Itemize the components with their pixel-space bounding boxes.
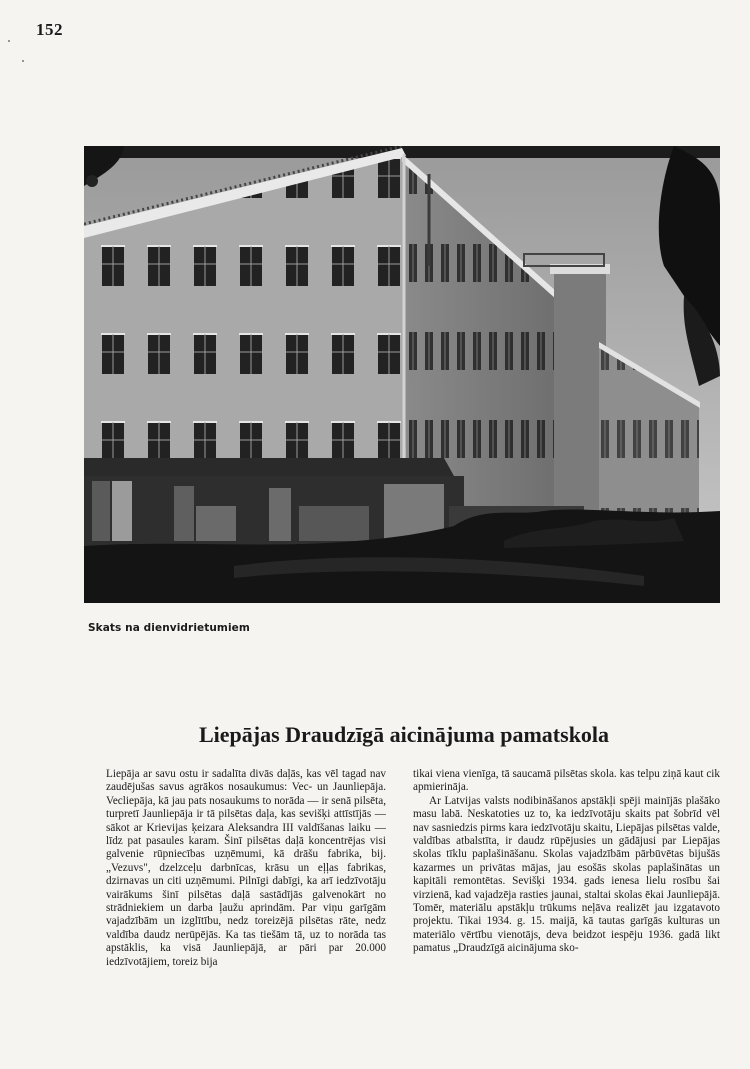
print-speck [8,40,10,42]
column-right [413,768,720,956]
article-title: Liepājas Draudzīgā aicinājuma pamatskola [198,722,610,747]
print-speck [22,60,24,62]
paragraph: Liepāja ar savu ostu ir sadalīta divās daļās, kas vēl tagad nav zaudējušas savus agrākos nosaukumus: Vec- un Jaunliepāja. Vecliepāja, kā jau pats nosaukums to norāda — ir senā pilsēta, turpretī Jaunliepāja ir tā pilsētas daļa, kas sevišķi attīstījās — sākot ar Krievijas ķeizara Aleksandra III valdīšanas laiku — līdz pat pasaules karam. Šinī pilsētas daļā koncentrējas visi galvenie rūpniecības uzņēmumi, kā drāšu fabrika, bij. „Vezuvs", dzelzceļu darbnīcas, krāsu un eļļas fabrikas, dzirnavas un citi uzņēmumi. Pilnīgi dabīgi, ka arī iedzīvotāju vairākums šinī pilsētas daļā sastādījās galvenokārt no strādniekiem un darba ļaužu aprindām. Par viņu garīgām vajadzībām un izglītību, nedz toreizējā pilsētas rāte, nedz valdība daudz nerūpējās. Ka tas tiešām tā, uz to norāda tas apstāklis, ka visā Jaunliepājā, ar pāri par 20.000 iedzīvotājiem, toreiz bija [106,768,386,968]
paragraph: Ar Latvijas valsts nodibināšanos apstākļi spēji mainījās plašāko masu labā. Neskatoties uz to, ka iedzīvotāju skaits pat šobrīd vēl nav sasniedzis pirms kara iedzīvotāju skaitu, Liepājas pilsētas valde, valdības atbalstīta, ir daudz rūpējusies un gādājusi par Liepājas skolas tīklu paplašināšanu. Skolas vajadzībām pārbūvētas bijušās kazarmes un privātas mājas, jau esošās skolas paplašinātas un kapitāli remontētas. Sevišķi 1934. gads ienesa lielu rosību šai virzienā, kad vajadzēja rasties jaunai, staltai skolas ēkai Jaunliepājā. Tomēr, materiālu apstākļu trūkums neļāva realizēt jau izgatavoto projektu. Tikai 1934. g. 15. maijā, kā tautas garīgās kulturas un materiālo vērtību vienotājs, deva beidzot iespēju 1936. gadā likt pamatus „Draudzīgā aicinājuma sko- [413,794,720,955]
page-number: 152 [36,20,63,39]
column-left [106,768,386,969]
figure-caption: Skats na dienvidrietumiem [88,622,250,634]
building-photo [84,146,720,603]
paragraph: tikai viena vienīga, tā saucamā pilsētas skola. kas telpu ziņā kaut cik apmierināja. [413,768,720,794]
